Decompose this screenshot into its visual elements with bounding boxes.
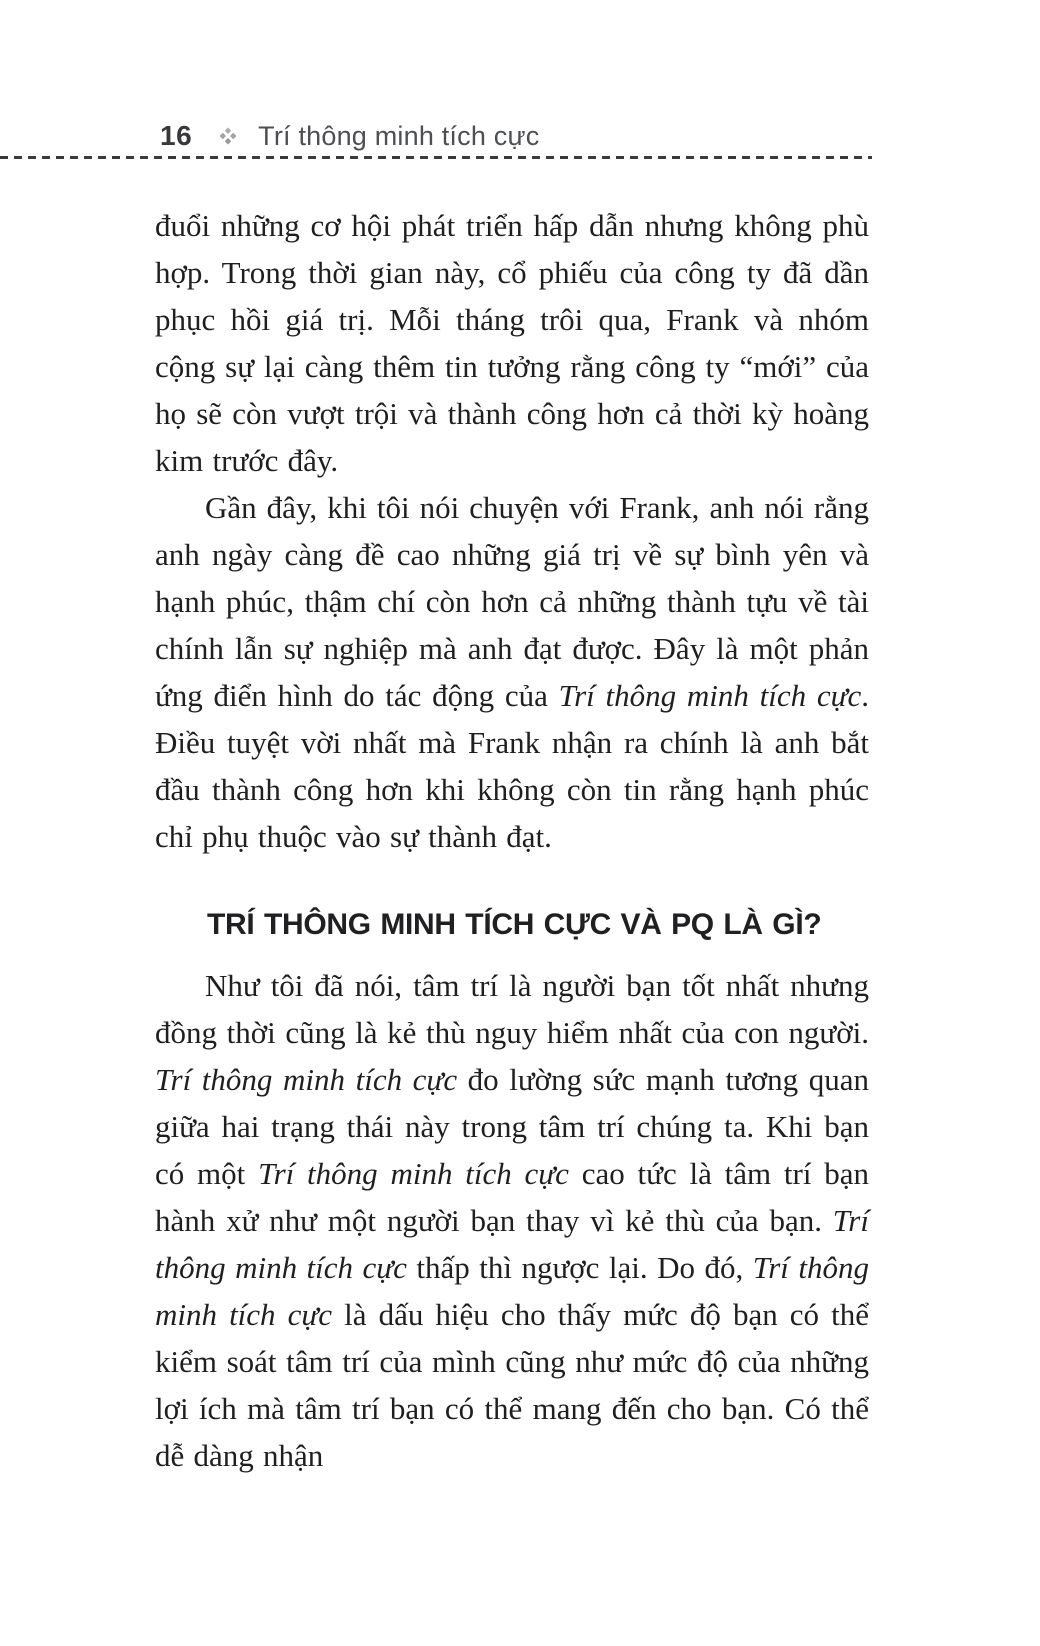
- text-run: Gần đây, khi tôi nói chuyện với Frank, anh nói rằng anh ngày càng đề cao những giá trị về sự bình yên và hạnh phúc, thậm chí còn hơn cả những thành tựu về tài chính lẫn sự nghiệp mà anh đạt được. Đây là một phản ứng điển hình do tác động của: [155, 490, 869, 713]
- text-run: . Điều tuyệt vời nhất mà Frank nhận ra chính là anh bắt đầu thành công hơn khi không còn tin rằng hạnh phúc chỉ phụ thuộc vào sự thành đạt.: [155, 678, 869, 854]
- italic-text-run: Trí thông minh tích cực: [155, 1203, 869, 1285]
- page-number: 16: [160, 120, 193, 151]
- italic-text-run: Trí thông minh tích cực: [155, 1250, 869, 1332]
- paragraph: [155, 962, 869, 1479]
- page-header: [160, 116, 539, 156]
- italic-text-run: Trí thông minh tích cực: [155, 1062, 458, 1097]
- text-run: là dấu hiệu cho thấy mức độ bạn có thể kiểm soát tâm trí của mình cũng như mức độ của những lợi ích mà tâm trí bạn có thể mang đến cho bạn. Có thể dễ dàng nhận: [155, 1297, 869, 1473]
- page-body: [155, 202, 869, 1479]
- paragraph: [155, 202, 869, 484]
- text-run: đo lường sức mạnh tương quan giữa hai trạng thái này trong tâm trí chúng ta. Khi bạn có một: [155, 1062, 869, 1191]
- dashed-divider: [0, 156, 872, 159]
- text-run: thấp thì ngược lại. Do đó,: [406, 1250, 753, 1285]
- section-heading: TRÍ THÔNG MINH TÍCH CỰC VÀ PQ LÀ GÌ?: [207, 908, 822, 941]
- four-diamonds-icon: [219, 127, 237, 145]
- paragraph: [155, 484, 869, 860]
- italic-text-run: Trí thông minh tích cực: [558, 678, 862, 713]
- italic-text-run: Trí thông minh tích cực: [258, 1156, 569, 1191]
- running-title: Trí thông minh tích cực: [258, 120, 540, 151]
- text-run: cao tức là tâm trí bạn hành xử như một người bạn thay vì kẻ thù của bạn.: [155, 1156, 869, 1238]
- text-run: Như tôi đã nói, tâm trí là người bạn tốt nhất nhưng đồng thời cũng là kẻ thù nguy hiểm nhất của con người.: [155, 968, 869, 1050]
- text-run: đuổi những cơ hội phát triển hấp dẫn nhưng không phù hợp. Trong thời gian này, cổ phiếu của công ty đã dần phục hồi giá trị. Mỗi tháng trôi qua, Frank và nhóm cộng sự lại càng thêm tin tưởng rằng công ty “mới” của họ sẽ còn vượt trội và thành công hơn cả thời kỳ hoàng kim trước đây.: [155, 208, 869, 478]
